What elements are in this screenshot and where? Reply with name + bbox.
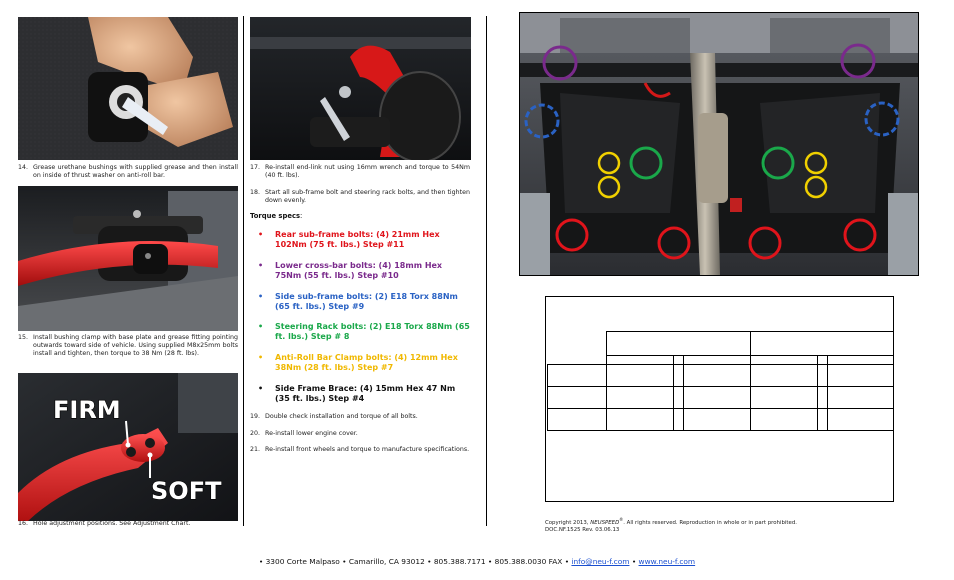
table-row-3-label: [547, 408, 607, 431]
spec-text: Rear sub-frame bolts: (4) 21mm Hex 102Nm (75 ft. lbs.) Step #11: [275, 230, 440, 249]
bullet: •: [258, 292, 264, 301]
photo-firm-soft-holes: [18, 373, 238, 521]
brand-name: NEUSPEED: [590, 519, 620, 526]
bullet: •: [258, 353, 264, 362]
column-divider: [243, 16, 244, 526]
photo-grease-bushing: [18, 17, 238, 160]
torque-spec-lower-crossbar: [258, 261, 470, 281]
table-header-group-right: [750, 331, 894, 356]
column-divider-right: [486, 16, 487, 526]
photo-end-link-nut: [250, 17, 471, 160]
table-row-2-c6: [827, 386, 894, 409]
footer-contact: • 3300 Corte Malpaso • Camarillo, CA 93012 • 805.388.7171 • 805.388.0030 FAX • info@neu-f.com • www.neu-f.com: [258, 557, 696, 566]
spec-text: Side sub-frame bolts: (2) E18 Torx 88Nm (65 ft. lbs.) Step #9: [275, 292, 458, 311]
torque-specs-heading: Torque specs:: [250, 212, 303, 220]
table-row-2-c1: [606, 386, 674, 409]
firm-label: FIRM: [53, 396, 121, 424]
bullet: •: [258, 261, 264, 270]
step-17-caption: 17. Re-install end-link nut using 16mm wrench and torque to 54Nm (40 ft. lbs).: [250, 164, 470, 179]
step-14-caption: 14. Grease urethane bushings with supplied grease and then install on inside of thrust washer on anti-roll bar.: [18, 164, 238, 179]
table-row-1-label: [547, 364, 607, 387]
torque-spec-side-subframe: [258, 292, 470, 312]
torque-spec-anti-roll-clamp: [258, 353, 470, 373]
website-link[interactable]: www.neu-f.com: [638, 557, 696, 566]
table-row-1-c1: [606, 364, 674, 387]
step-20-caption: 20. Re-install lower engine cover.: [250, 430, 358, 437]
copyright-notice: [545, 516, 797, 534]
table-row-2-label: [547, 386, 607, 409]
soft-label: SOFT: [151, 477, 222, 505]
step-19-caption: 19. Double check installation and torque of all bolts.: [250, 413, 418, 420]
table-row-2-c4: [750, 386, 818, 409]
torque-spec-rear-subframe: [258, 230, 470, 250]
copyright-line-2: DOC.NF.1525 Rev. 03.06.13: [545, 526, 620, 533]
bullet: •: [258, 322, 264, 331]
copyright-line-1: Copyright 2013, NEUSPEED®. All rights reserved. Reproduction in whole or in part prohibited.: [545, 517, 797, 526]
table-row-1-c4: [750, 364, 818, 387]
step-21-caption: 21. Re-install front wheels and torque to manufacture specifications.: [250, 446, 470, 453]
table-row-1-c6: [827, 364, 894, 387]
table-row-1-c3: [683, 364, 751, 387]
spec-text: Side Frame Brace: (4) 15mm Hex 47 Nm (35 ft. lbs.) Step #4: [275, 384, 456, 403]
torque-spec-steering-rack: [258, 322, 470, 342]
bullet: •: [258, 384, 264, 393]
table-header-group-left: [606, 331, 751, 356]
spec-text: Anti-Roll Bar Clamp bolts: (4) 12mm Hex 38Nm (28 ft. lbs.) Step #7: [275, 353, 458, 372]
table-row-3-c1: [606, 408, 674, 431]
table-row-3-c6: [827, 408, 894, 431]
bullet: •: [258, 230, 264, 239]
photo-bushing-clamp: [18, 186, 238, 331]
email-link[interactable]: info@neu-f.com: [571, 557, 630, 566]
spec-text: Steering Rack bolts: (2) E18 Torx 88Nm (65 ft. lbs.) Step # 8: [275, 322, 470, 341]
step-18-caption: 18. Start all sub-frame bolt and steering rack bolts, and then tighten down evenly.: [250, 189, 470, 204]
spec-text: Lower cross-bar bolts: (4) 18mm Hex 75Nm (55 ft. lbs.) Step #10: [275, 261, 443, 280]
table-row-3-c4: [750, 408, 818, 431]
footer-address: • 3300 Corte Malpaso • Camarillo, CA 93012 • 805.388.7171 • 805.388.0030 FAX •: [258, 557, 572, 566]
step-16-caption: 16. Hole adjustment positions. See Adjustment Chart.: [18, 520, 191, 527]
torque-spec-side-frame-brace: [258, 384, 470, 404]
table-row-2-c3: [683, 386, 751, 409]
table-row-3-c3: [683, 408, 751, 431]
adjustment-chart: [545, 296, 894, 502]
photo-subframe-bolt-locations: [519, 12, 919, 276]
step-15-caption: 15. Install bushing clamp with base plate and grease fitting pointing outwards toward side of vehicle. Using supplied M8x25mm bolts install and tighten, then torque to 38 Nm (28 ft. lbs).: [18, 334, 238, 357]
